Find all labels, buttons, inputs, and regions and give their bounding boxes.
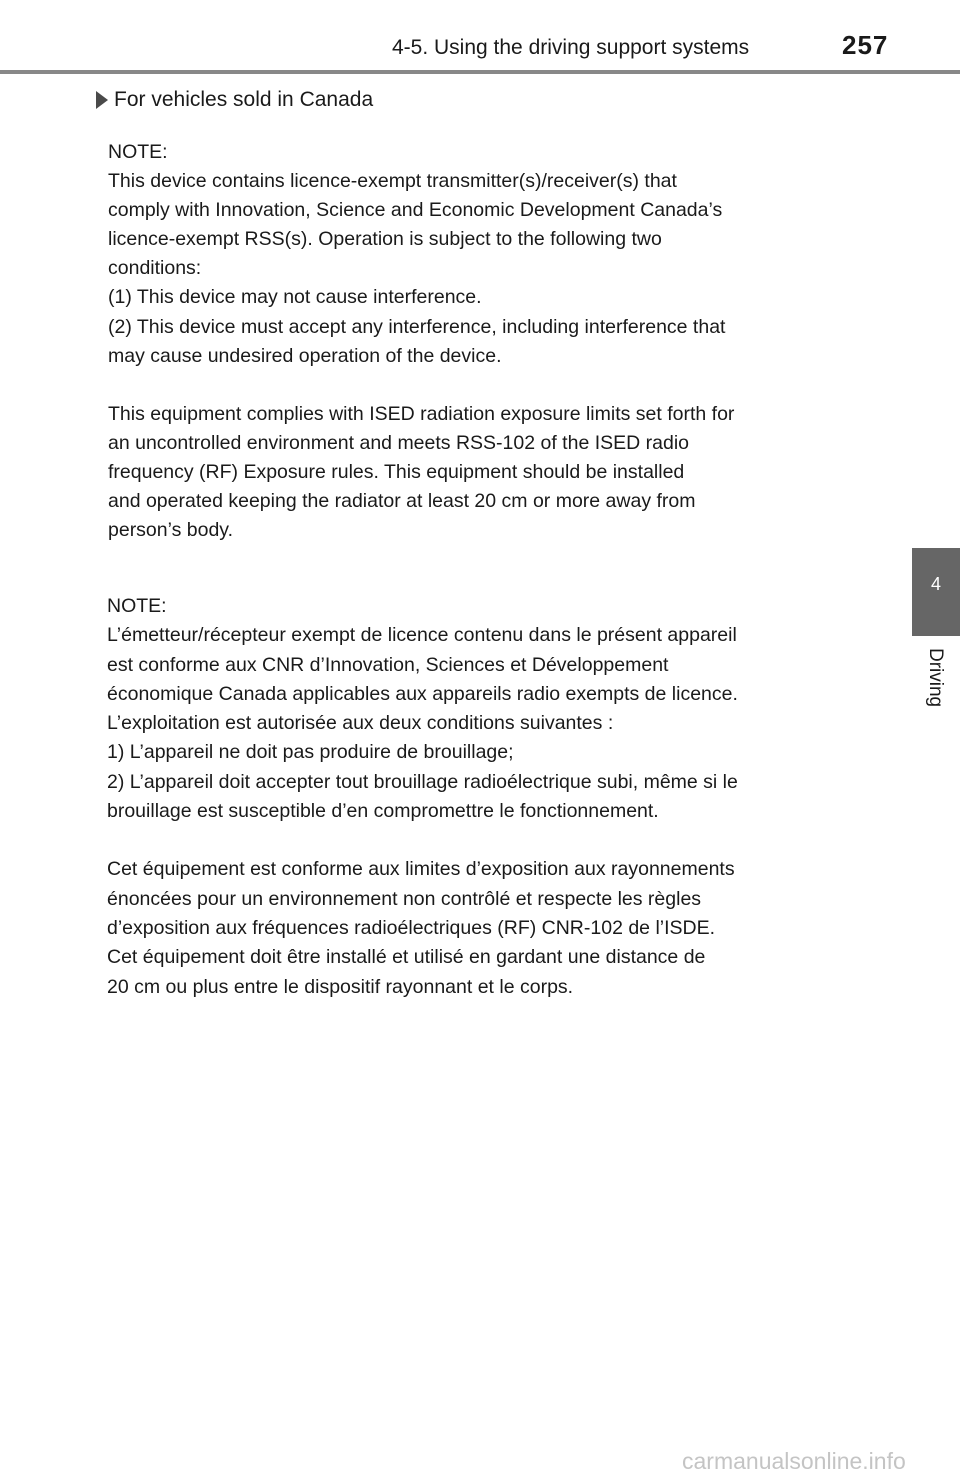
notice-en-line: NOTE: [108, 141, 168, 163]
notice-fr-line: Cet équipement est conforme aux limites d’exposition aux rayonnements [107, 858, 735, 881]
notice-fr-line: est conforme aux CNR d’Innovation, Sciences et Développement [107, 653, 669, 676]
watermark: carmanualsonline.info [682, 1448, 906, 1474]
notice-fr-line: 2) L’appareil doit accepter tout brouillage radioélectrique subi, même si le [107, 770, 738, 793]
notice-fr-line: 1) L’appareil ne doit pas produire de brouillage; [107, 741, 514, 764]
notice-fr-line: NOTE: [107, 595, 167, 617]
notice-en-line: This equipment complies with ISED radiation exposure limits set forth for [108, 402, 735, 425]
notice-en-line: and operated keeping the radiator at least 20 cm or more away from [108, 490, 696, 513]
page-header [0, 0, 960, 72]
chapter-label: Driving [925, 648, 946, 708]
notice-en-line: frequency (RF) Exposure rules. This equipment should be installed [108, 460, 685, 483]
notice-fr-line: L’exploitation est autorisée aux deux conditions suivantes : [107, 712, 614, 735]
notice-fr-line: énoncées pour un environnement non contrôlé et respecte les règles [107, 887, 702, 910]
notice-fr-line: brouillage est susceptible d’en compromettre le fonctionnement. [107, 800, 659, 823]
notice-en-line: comply with Innovation, Science and Economic Development Canada’s [108, 199, 723, 222]
notice-en-line: may cause undesired operation of the device. [108, 344, 502, 367]
notice-fr-line: économique Canada applicables aux appareils radio exempts de licence. [107, 682, 738, 705]
notice-en-line: conditions: [108, 257, 202, 280]
notice-fr-line: 20 cm ou plus entre le dispositif rayonnant et le corps. [107, 975, 574, 998]
notice-fr-gap [107, 826, 877, 855]
notice-en-line: licence-exempt RSS(s). Operation is subject to the following two [108, 228, 662, 251]
chapter-label-container [912, 648, 960, 728]
notice-en-line: (1) This device may not cause interference. [108, 286, 482, 309]
notice-en-gap [108, 371, 868, 400]
notice-english [108, 138, 868, 545]
notice-fr-line: L’émetteur/récepteur exempt de licence contenu dans le présent appareil [107, 624, 737, 647]
notice-en-line: This device contains licence-exempt transmitter(s)/receiver(s) that [108, 170, 677, 193]
notice-french [107, 592, 877, 1002]
notice-fr-line: d’exposition aux fréquences radioélectriques (RF) CNR-102 de l’ISDE. [107, 916, 716, 939]
chapter-number: 4 [930, 574, 941, 594]
notice-en-line: an uncontrolled environment and meets RSS-102 of the ISED radio [108, 431, 690, 454]
section-title: 4-5. Using the driving support systems [392, 36, 750, 59]
subheading [96, 88, 373, 112]
triangle-bullet-icon [96, 91, 108, 109]
header-rule [0, 70, 960, 74]
notice-fr-line: Cet équipement doit être installé et utilisé en gardant une distance de [107, 946, 706, 969]
page-number: 257 [842, 30, 889, 60]
notice-en-line: person’s body. [108, 519, 234, 542]
notice-en-line: (2) This device must accept any interference, including interference that [108, 315, 726, 338]
chapter-tab [912, 548, 960, 636]
subheading-text: For vehicles sold in Canada [114, 88, 374, 111]
